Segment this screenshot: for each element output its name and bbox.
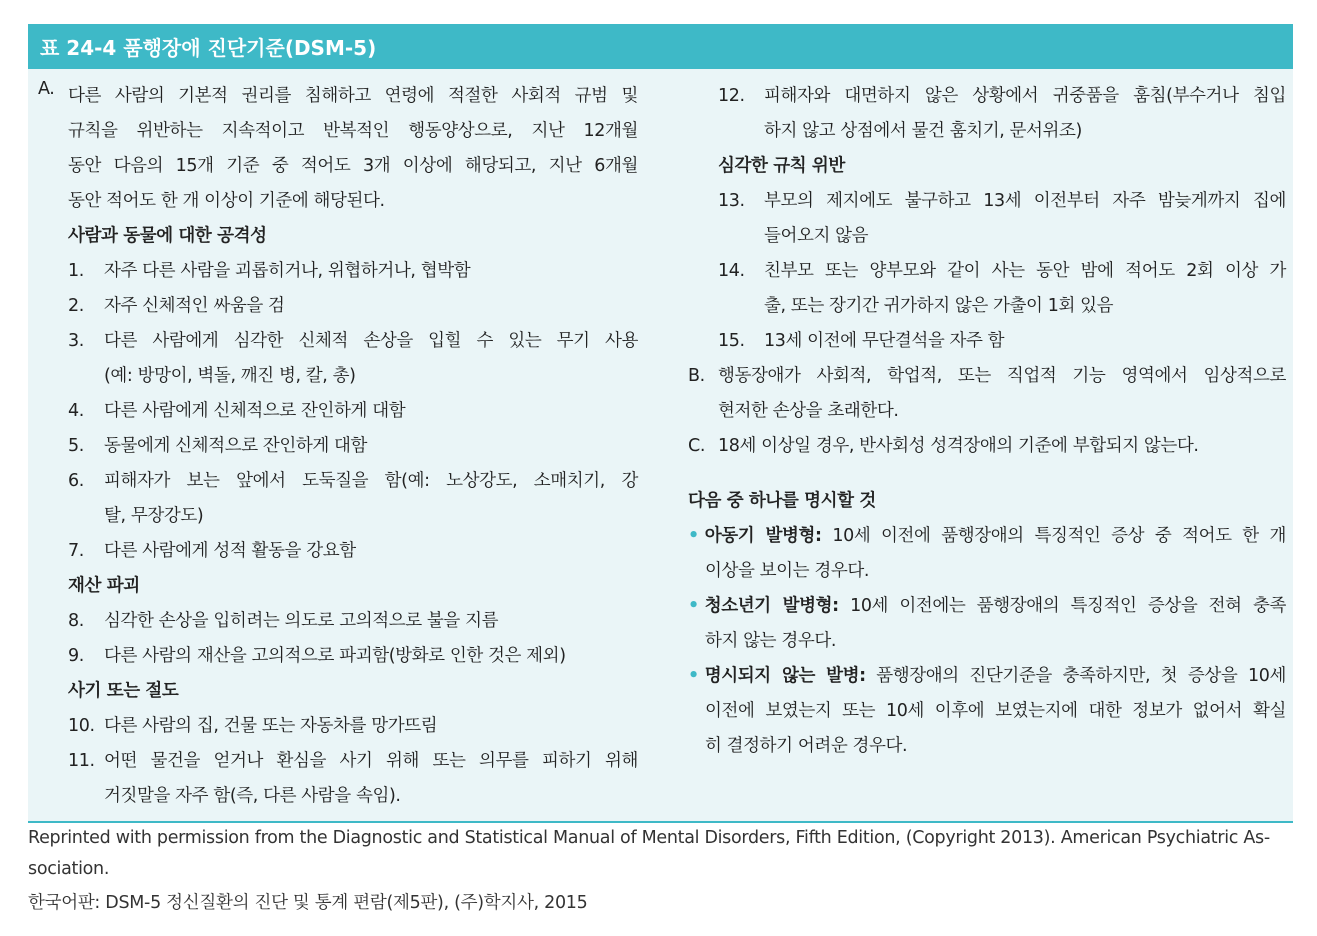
section-heading: 심각한 규칙 위반 — [718, 156, 845, 176]
list-item: 11. 어떤 물건을 얻거나 환심을 사기 위해 또는 의무를 피하기 위해 — [68, 751, 638, 771]
list-item: 2. 자주 신체적인 싸움을 검 — [68, 296, 285, 316]
table-title: 표 24-4 품행장애 진단기준(DSM-5) — [28, 24, 1293, 69]
criterion-a-line: 동안 적어도 한 개 이상이 기준에 해당된다. — [68, 191, 385, 211]
list-item: 4. 다른 사람에게 신체적으로 잔인하게 대함 — [68, 401, 406, 421]
list-item: 5. 동물에게 신체적으로 잔인하게 대함 — [68, 436, 368, 456]
right-column — [688, 79, 1286, 764]
list-item-cont: 하지 않고 상점에서 물건 훔치기, 문서위조) — [764, 121, 1082, 141]
specifier-item: • 명시되지 않는 발병: 품행장애의 진단기준을 충족하지만, 첫 증상을 10세 — [688, 666, 1286, 686]
criterion-marker: A. — [38, 79, 55, 99]
specifier-heading: 다음 중 하나를 명시할 것 — [688, 491, 876, 511]
list-item: 7. 다른 사람에게 성적 활동을 강요함 — [68, 541, 356, 561]
list-item: 6. 피해자가 보는 앞에서 도둑질을 함(예: 노상강도, 소매치기, 강 — [68, 471, 638, 491]
bullet-icon: • — [688, 596, 699, 616]
criterion-a-line: 동안 다음의 15개 기준 중 적어도 3개 이상에 해당되고, 지난 6개월 — [68, 156, 638, 176]
list-item: 3. 다른 사람에게 심각한 신체적 손상을 입힐 수 있는 무기 사용 — [68, 331, 638, 351]
list-item-cont: 거짓말을 자주 함(즉, 다른 사람을 속임). — [104, 786, 401, 806]
list-item: 8. 심각한 손상을 입히려는 의도로 고의적으로 불을 지름 — [68, 611, 499, 631]
section-heading: 재산 파괴 — [68, 576, 140, 596]
list-item: 12. 피해자와 대면하지 않은 상황에서 귀중품을 훔침(부수거나 침입 — [718, 86, 1286, 106]
list-item: 9. 다른 사람의 재산을 고의적으로 파괴함(방화로 인한 것은 제외) — [68, 646, 566, 666]
bullet-icon: • — [688, 666, 699, 686]
list-item: 15. 13세 이전에 무단결석을 자주 함 — [718, 331, 1005, 351]
footnote-line: 한국어판: DSM-5 정신질환의 진단 및 통계 편람(제5판), (주)학지사, 2015 — [28, 893, 588, 913]
list-item-cont: 들어오지 않음 — [764, 226, 869, 246]
specifier-cont: 이전에 보였는지 또는 10세 이후에 보였는지에 대한 정보가 없어서 확실 — [705, 701, 1286, 721]
footnote-line: Reprinted with permission from the Diagnostic and Statistical Manual of Mental Disorders, Fifth Edition, (Copyright 2013). American Psychiatric As- — [28, 828, 1270, 848]
criteria-panel — [28, 69, 1293, 823]
criterion-b-cont: 현저한 손상을 초래한다. — [718, 401, 899, 421]
specifier-cont: 이상을 보이는 경우다. — [705, 561, 870, 581]
list-item: 14. 친부모 또는 양부모와 같이 사는 동안 밤에 적어도 2회 이상 가 — [718, 261, 1286, 281]
list-item-cont: 탈, 무장강도) — [104, 506, 204, 526]
section-heading: 사람과 동물에 대한 공격성 — [68, 226, 267, 246]
footnote-line: sociation. — [28, 859, 110, 879]
section-heading: 사기 또는 절도 — [68, 681, 179, 701]
list-item-cont: (예: 방망이, 벽돌, 깨진 병, 칼, 총) — [104, 366, 356, 386]
list-item: 1. 자주 다른 사람을 괴롭히거나, 위협하거나, 협박함 — [68, 261, 471, 281]
criterion-a-line: 다른 사람의 기본적 권리를 침해하고 연령에 적절한 사회적 규범 및 — [68, 86, 638, 106]
specifier-cont: 하지 않는 경우다. — [705, 631, 837, 651]
list-item: 13. 부모의 제지에도 불구하고 13세 이전부터 자주 밤늦게까지 집에 — [718, 191, 1286, 211]
bullet-icon: • — [688, 526, 699, 546]
specifier-item: • 청소년기 발병형: 10세 이전에는 품행장애의 특징적인 증상을 전혀 충족 — [688, 596, 1287, 616]
criterion-b: B. 행동장애가 사회적, 학업적, 또는 직업적 기능 영역에서 임상적으로 — [688, 366, 1286, 386]
list-item: 10. 다른 사람의 집, 건물 또는 자동차를 망가뜨림 — [68, 716, 438, 736]
specifier-item: • 아동기 발병형: 10세 이전에 품행장애의 특징적인 증상 중 적어도 한 개 — [688, 526, 1286, 546]
criteria-table — [28, 24, 1293, 823]
left-column — [38, 79, 638, 814]
criterion-c: C. 18세 이상일 경우, 반사회성 성격장애의 기준에 부합되지 않는다. — [688, 436, 1199, 456]
criterion-a-line: 규칙을 위반하는 지속적이고 반복적인 행동양상으로, 지난 12개월 — [68, 121, 638, 141]
list-item-cont: 출, 또는 장기간 귀가하지 않은 가출이 1회 있음 — [764, 296, 1114, 316]
specifier-cont: 히 결정하기 어려운 경우다. — [705, 736, 908, 756]
criterion-a — [38, 79, 638, 219]
